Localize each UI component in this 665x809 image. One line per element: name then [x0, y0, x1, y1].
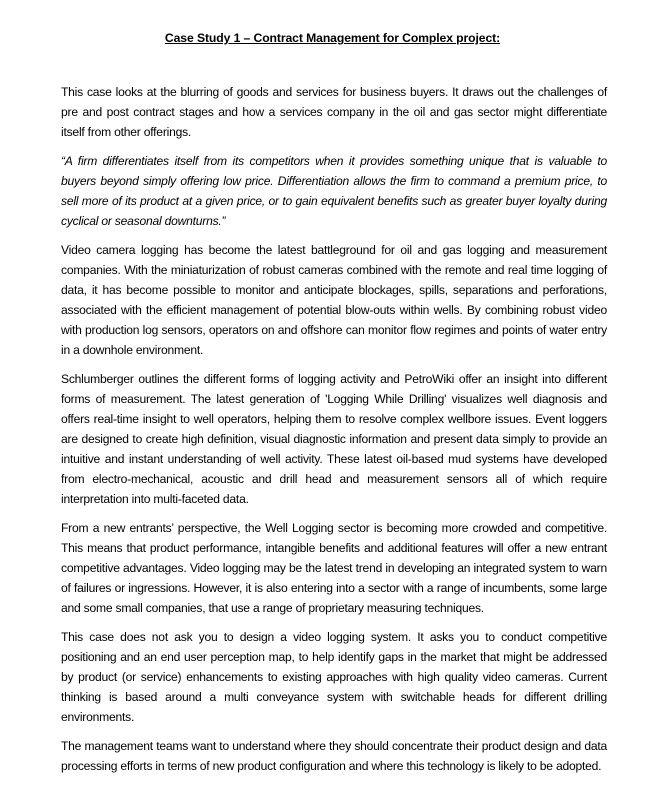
paragraph-quote: “A firm differentiates itself from its competitors when it provides something unique that is valuable to buyers beyond simply offering low price. Differentiation allows the firm to command a premium price, to sell more of its product at a given price, or to gain equivalent benefits such as greater buyer loyalty during cyclical or seasonal downturns.” [61, 154, 607, 228]
paragraph-new-entrants: From a new entrants’ perspective, the Well Logging sector is becoming more crowded and competitive. This means that product performance, intangible benefits and additional features will offer a new entrant competitive advantages. Video logging may be the latest trend in developing an integrated system to warn of failures or ingressions. However, it is also entering into a sector with a range of incumbents, some large and some small companies, that use a range of proprietary measuring techniques. [61, 521, 607, 615]
paragraph-management: The management teams want to understand where they should concentrate their product design and data processing efforts in terms of new product configuration and where this technology is likely to be adopted. [61, 739, 607, 774]
paragraph-schlumberger: Schlumberger outlines the different forms of logging activity and PetroWiki offer an insight into different forms of measurement. The latest generation of 'Logging While Drilling' visualizes well diagnosis and offers real-time insight to well operators, helping them to resolve complex wellbore issues. Event loggers are designed to create high definition, visual diagnostic information and present data simply to provide an intuitive and instant understanding of well activity. These latest oil-based mud systems have developed from electro-mechanical, acoustic and drill head and measurement sensors all of which require interpretation into multi-faceted data. [61, 372, 607, 506]
document-title: Case Study 1 – Contract Management for Complex project: [164, 31, 501, 45]
paragraph-video-logging: Video camera logging has become the latest battleground for oil and gas logging and measurement companies. With the miniaturization of robust cameras combined with the remote and real time logging of data, it has become possible to monitor and anticipate blockages, spills, separations and perforations, associated with the efficient management of potential blow-outs within wells. By combining robust video with production log sensors, operators on and offshore can monitor flow regimes and points of water entry in a downhole environment. [61, 243, 607, 357]
document-body [61, 83, 607, 787]
paragraph-case-task: This case does not ask you to design a video logging system. It asks you to conduct competitive positioning and an end user perception map, to help identify gaps in the market that might be addressed by product (or service) enhancements to existing approaches with high quality video cameras. Current thinking is based around a multi conveyance system with switchable heads for different drilling environments. [61, 630, 607, 724]
paragraph-intro: This case looks at the blurring of goods and services for business buyers. It draws out the challenges of pre and post contract stages and how a services company in the oil and gas sector might differentiate itself from other offerings. [61, 85, 607, 139]
